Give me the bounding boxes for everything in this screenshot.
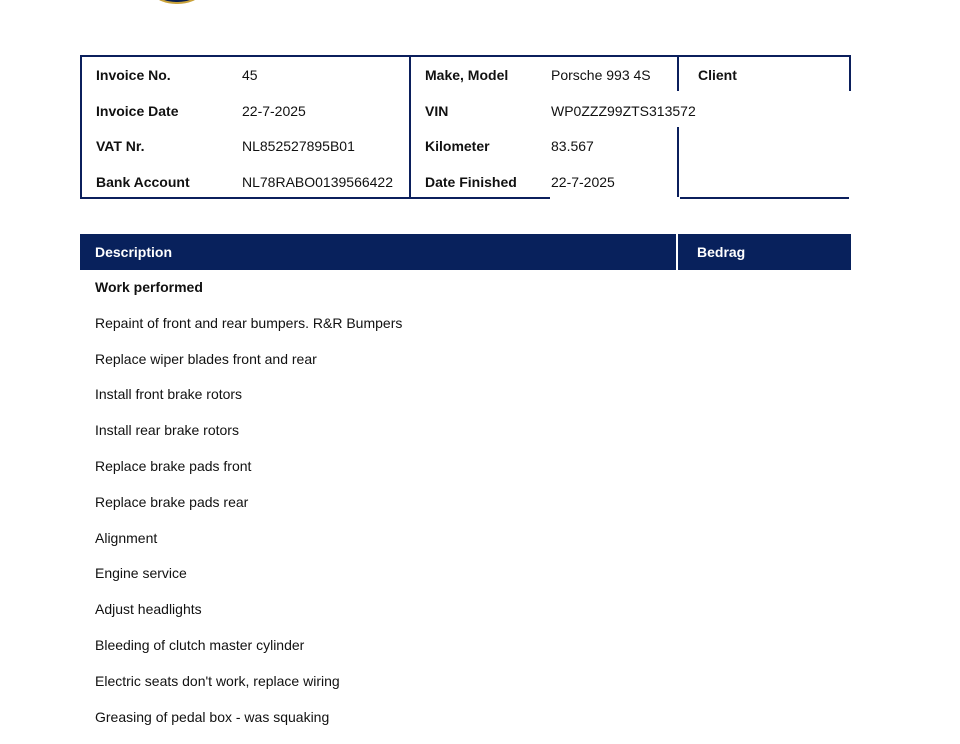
line-items [95, 279, 402, 744]
border-gap [849, 91, 851, 201]
vat-label: VAT Nr. [96, 138, 145, 154]
header-divider [676, 234, 678, 270]
info-divider [409, 57, 411, 197]
client-label: Client [698, 67, 737, 83]
company-logo [138, 0, 216, 4]
vat-value: NL852527895B01 [242, 138, 355, 154]
line-item: Greasing of pedal box - was squaking [95, 708, 330, 725]
line-item: Adjust headlights [95, 601, 202, 618]
line-item: Install rear brake rotors [95, 422, 239, 439]
line-item: Bleeding of clutch master cylinder [95, 636, 305, 653]
vin-value: WP0ZZZ99ZTS313572 [551, 103, 696, 119]
line-item: Repaint of front and rear bumpers. R&R Bumpers [95, 314, 403, 331]
line-item: Replace brake pads front [95, 457, 252, 474]
line-item: Replace wiper blades front and rear [95, 350, 317, 367]
line-items-header [80, 234, 851, 270]
description-header: Description [95, 244, 173, 260]
info-divider [677, 57, 679, 91]
invoice-no-value: 45 [242, 67, 258, 83]
amount-header: Bedrag [697, 244, 746, 260]
line-item: Install front brake rotors [95, 386, 243, 403]
line-item: Electric seats don't work, replace wiring [95, 672, 340, 689]
kilometer-label: Kilometer [425, 138, 490, 154]
border-gap [550, 197, 680, 199]
vin-label: VIN [425, 103, 449, 119]
line-item: Alignment [95, 529, 158, 546]
invoice-no-label: Invoice No. [96, 67, 171, 83]
kilometer-value: 83.567 [551, 138, 594, 154]
section-title: Work performed [95, 279, 203, 295]
line-item: Engine service [95, 565, 187, 582]
line-item: Replace brake pads rear [95, 493, 249, 510]
bank-account-value: NL78RABO0139566422 [242, 174, 394, 190]
invoice-date-value: 22-7-2025 [242, 103, 306, 119]
make-model-label: Make, Model [425, 67, 509, 83]
make-model-value: Porsche 993 4S [551, 67, 651, 83]
date-finished-value: 22-7-2025 [551, 174, 615, 190]
bank-account-label: Bank Account [96, 174, 190, 190]
invoice-info-box [80, 55, 851, 199]
info-divider [677, 127, 679, 197]
date-finished-label: Date Finished [425, 174, 517, 190]
invoice-date-label: Invoice Date [96, 103, 179, 119]
